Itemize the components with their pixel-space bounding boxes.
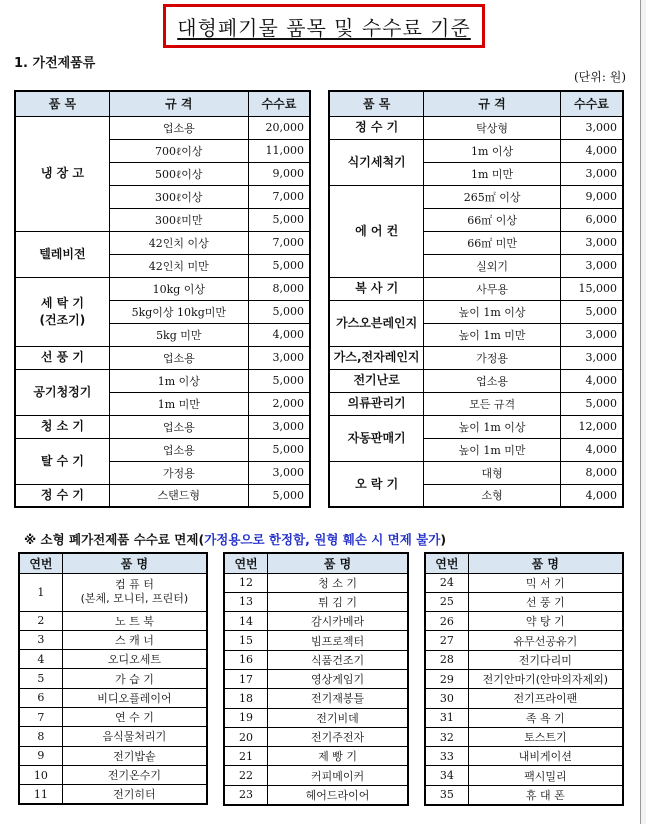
spec-cell: 높이 1m 이상 (424, 300, 561, 323)
spec-cell: 스탠드형 (109, 484, 248, 507)
header-no: 연번 (19, 553, 62, 573)
exempt-row (224, 766, 408, 785)
exempt-row (425, 708, 623, 727)
exempt-row (425, 631, 623, 650)
row-number: 6 (19, 688, 62, 707)
spec-cell: 가정용 (109, 461, 248, 484)
spec-cell: 소형 (424, 484, 561, 507)
exempt-row (224, 631, 408, 650)
exempt-row (19, 785, 207, 804)
fee-row (15, 116, 310, 139)
item-name: 복 사 기 (329, 277, 424, 300)
row-number: 26 (425, 612, 468, 631)
item-name: 전기밥솥 (62, 746, 207, 765)
item-name: 전기주전자 (268, 727, 408, 746)
row-number: 23 (224, 785, 268, 804)
fee-cell: 7,000 (248, 231, 310, 254)
header-item: 품 목 (15, 91, 109, 116)
header-spec: 규 격 (424, 91, 561, 116)
spec-cell: 실외기 (424, 254, 561, 277)
item-name: 영상게임기 (268, 669, 408, 688)
row-number: 12 (224, 573, 268, 592)
row-number: 25 (425, 592, 468, 611)
note-prefix: ※ 소형 폐가전제품 수수료 면제( (24, 532, 205, 547)
item-name: 족 욕 기 (468, 708, 623, 727)
fee-row (329, 346, 623, 369)
row-number: 4 (19, 650, 62, 669)
fee-table-right (328, 90, 624, 508)
item-name: 비디오플레이어 (62, 688, 207, 707)
fee-row (329, 139, 623, 162)
fee-row (329, 185, 623, 208)
header-fee: 수수료 (248, 91, 310, 116)
fee-cell: 5,000 (248, 208, 310, 231)
exempt-row (224, 727, 408, 746)
spec-cell: 업소용 (109, 438, 248, 461)
item-name: 전기안마기(안마의자제외) (468, 669, 623, 688)
spec-cell: 업소용 (109, 346, 248, 369)
fee-cell: 5,000 (560, 300, 623, 323)
item-name: 식기세척기 (329, 139, 424, 185)
item-name: 팩시밀리 (468, 766, 623, 785)
fee-cell: 3,000 (248, 461, 310, 484)
row-number: 30 (425, 689, 468, 708)
fee-cell: 5,000 (248, 254, 310, 277)
spec-cell: 업소용 (109, 415, 248, 438)
header-fee: 수수료 (560, 91, 623, 116)
fee-cell: 3,000 (248, 415, 310, 438)
item-name: 컴 퓨 터 (본체, 모니터, 프린터) (62, 573, 207, 611)
fee-cell: 4,000 (560, 438, 623, 461)
fee-cell: 3,000 (560, 254, 623, 277)
fee-cell: 9,000 (560, 185, 623, 208)
fee-cell: 4,000 (560, 369, 623, 392)
exempt-row (425, 689, 623, 708)
item-name: 오 락 기 (329, 461, 424, 507)
item-name: 가스오븐레인지 (329, 300, 424, 346)
spec-cell: 66㎡ 미만 (424, 231, 561, 254)
item-name: 전기다리미 (468, 650, 623, 669)
fee-cell: 4,000 (248, 323, 310, 346)
spec-cell: 10kg 이상 (109, 277, 248, 300)
fee-row (15, 484, 310, 507)
row-number: 2 (19, 611, 62, 630)
spec-cell: 1m 이상 (109, 369, 248, 392)
row-number: 14 (224, 612, 268, 631)
row-number: 1 (19, 573, 62, 611)
note-condition: 가정용으로 한정함, 원형 훼손 시 면제 불가 (204, 532, 441, 547)
exempt-row (224, 612, 408, 631)
spec-cell: 대형 (424, 461, 561, 484)
item-name: 공기청정기 (15, 369, 109, 415)
exempt-row (19, 630, 207, 649)
item-name: 정 수 기 (329, 116, 424, 139)
item-name: 믹 서 기 (468, 573, 623, 592)
fee-cell: 5,000 (248, 369, 310, 392)
fee-row (329, 461, 623, 484)
spec-cell: 사무용 (424, 277, 561, 300)
exempt-row (224, 708, 408, 727)
row-number: 24 (425, 573, 468, 592)
fee-cell: 4,000 (560, 484, 623, 507)
fee-row (15, 438, 310, 461)
exempt-row (19, 765, 207, 784)
exempt-table-1 (18, 552, 208, 805)
item-name: 탈 수 기 (15, 438, 109, 484)
exempt-row (224, 592, 408, 611)
item-name: 빔프로젝터 (268, 631, 408, 650)
fee-cell: 15,000 (560, 277, 623, 300)
fee-cell: 4,000 (560, 139, 623, 162)
fee-cell: 5,000 (248, 300, 310, 323)
item-name: 선 풍 기 (468, 592, 623, 611)
spec-cell: 5kg 미만 (109, 323, 248, 346)
fee-row (15, 231, 310, 254)
spec-cell: 높이 1m 미만 (424, 438, 561, 461)
spec-cell: 5kg이상 10kg미만 (109, 300, 248, 323)
fee-cell: 3,000 (560, 231, 623, 254)
fee-cell: 7,000 (248, 185, 310, 208)
exempt-row (19, 669, 207, 688)
item-name: 감시카메라 (268, 612, 408, 631)
item-name: 전기프라이팬 (468, 689, 623, 708)
spec-cell: 700ℓ이상 (109, 139, 248, 162)
fee-row (15, 277, 310, 300)
section-heading: 1. 가전제품류 (14, 56, 96, 71)
fee-row (329, 369, 623, 392)
fee-row (15, 346, 310, 369)
spec-cell: 42인치 이상 (109, 231, 248, 254)
exempt-row (425, 669, 623, 688)
item-name: 냉 장 고 (15, 116, 109, 231)
item-name: 청 소 기 (268, 573, 408, 592)
exempt-row (19, 707, 207, 726)
row-number: 3 (19, 630, 62, 649)
exempt-row (224, 689, 408, 708)
row-number: 28 (425, 650, 468, 669)
fee-cell: 9,000 (248, 162, 310, 185)
exempt-row (224, 785, 408, 804)
item-name: 전기재봉틀 (268, 689, 408, 708)
exempt-row (425, 747, 623, 766)
exempt-table-3 (424, 552, 624, 806)
spec-cell: 1m 이상 (424, 139, 561, 162)
spec-cell: 높이 1m 이상 (424, 415, 561, 438)
spec-cell: 업소용 (424, 369, 561, 392)
row-number: 9 (19, 746, 62, 765)
fee-row (15, 369, 310, 392)
spec-cell: 모든 규격 (424, 392, 561, 415)
exempt-row (224, 650, 408, 669)
row-number: 7 (19, 707, 62, 726)
exempt-row (425, 612, 623, 631)
row-number: 17 (224, 669, 268, 688)
row-number: 29 (425, 669, 468, 688)
fee-cell: 6,000 (560, 208, 623, 231)
fee-cell: 8,000 (560, 461, 623, 484)
item-name: 청 소 기 (15, 415, 109, 438)
exempt-table-2 (223, 552, 409, 806)
fee-cell: 5,000 (248, 484, 310, 507)
exempt-row (19, 611, 207, 630)
header-item: 품 목 (329, 91, 424, 116)
row-number: 16 (224, 650, 268, 669)
fee-table-left (14, 90, 311, 508)
item-name: 자동판매기 (329, 415, 424, 461)
exempt-row (425, 573, 623, 592)
item-name: 선 풍 기 (15, 346, 109, 369)
row-number: 10 (19, 765, 62, 784)
fee-row (329, 116, 623, 139)
fee-row (15, 415, 310, 438)
row-number: 34 (425, 766, 468, 785)
exempt-row (224, 573, 408, 592)
fee-cell: 20,000 (248, 116, 310, 139)
fee-row (329, 415, 623, 438)
item-name: 정 수 기 (15, 484, 109, 507)
row-number: 21 (224, 747, 268, 766)
item-name: 오디오세트 (62, 650, 207, 669)
header-spec: 규 격 (109, 91, 248, 116)
spec-cell: 500ℓ이상 (109, 162, 248, 185)
item-name: 스 캐 너 (62, 630, 207, 649)
item-name: 텔레비전 (15, 231, 109, 277)
fee-cell: 5,000 (248, 438, 310, 461)
item-name: 노 트 북 (62, 611, 207, 630)
spec-cell: 1m 미만 (424, 162, 561, 185)
row-number: 11 (19, 785, 62, 804)
spec-cell: 높이 1m 미만 (424, 323, 561, 346)
fee-cell: 3,000 (560, 346, 623, 369)
fee-row (329, 392, 623, 415)
item-name: 내비게이션 (468, 747, 623, 766)
fee-cell: 11,000 (248, 139, 310, 162)
exempt-row (425, 727, 623, 746)
item-name: 튀 김 기 (268, 592, 408, 611)
exemption-note (24, 530, 446, 548)
item-name: 에 어 컨 (329, 185, 424, 277)
spec-cell: 300ℓ미만 (109, 208, 248, 231)
fee-cell: 8,000 (248, 277, 310, 300)
item-name: 의류관리기 (329, 392, 424, 415)
spec-cell: 업소용 (109, 116, 248, 139)
fee-cell: 3,000 (560, 116, 623, 139)
row-number: 18 (224, 689, 268, 708)
item-name: 연 수 기 (62, 707, 207, 726)
note-suffix: ) (440, 532, 447, 547)
item-name: 헤어드라이어 (268, 785, 408, 804)
item-name: 약 탕 기 (468, 612, 623, 631)
unit-label: (단위: 원) (574, 70, 626, 84)
spec-cell: 탁상형 (424, 116, 561, 139)
fee-row (329, 300, 623, 323)
fee-cell: 3,000 (560, 323, 623, 346)
spec-cell: 66㎡ 이상 (424, 208, 561, 231)
fee-cell: 2,000 (248, 392, 310, 415)
spec-cell: 265㎡ 이상 (424, 185, 561, 208)
exempt-row (425, 785, 623, 804)
item-name: 전기온수기 (62, 765, 207, 784)
title-box (163, 4, 485, 48)
item-name: 휴 대 폰 (468, 785, 623, 804)
exempt-row (425, 766, 623, 785)
exempt-row (425, 592, 623, 611)
header-name: 품 명 (62, 553, 207, 573)
row-number: 27 (425, 631, 468, 650)
header-no: 연번 (425, 553, 468, 573)
item-name: 전기난로 (329, 369, 424, 392)
row-number: 20 (224, 727, 268, 746)
exempt-row (19, 727, 207, 746)
exempt-row (224, 747, 408, 766)
row-number: 15 (224, 631, 268, 650)
item-name: 유무선공유기 (468, 631, 623, 650)
row-number: 31 (425, 708, 468, 727)
header-name: 품 명 (468, 553, 623, 573)
row-number: 13 (224, 592, 268, 611)
page-title: 대형폐기물 품목 및 수수료 기준 (177, 15, 471, 40)
item-name: 제 빵 기 (268, 747, 408, 766)
spec-cell: 1m 미만 (109, 392, 248, 415)
item-name: 토스트기 (468, 727, 623, 746)
row-number: 8 (19, 727, 62, 746)
header-name: 품 명 (268, 553, 408, 573)
row-number: 19 (224, 708, 268, 727)
item-name: 전기히터 (62, 785, 207, 804)
item-name: 음식물처리기 (62, 727, 207, 746)
fee-cell: 3,000 (248, 346, 310, 369)
exempt-row (224, 669, 408, 688)
item-name: 가 습 기 (62, 669, 207, 688)
exempt-row (19, 746, 207, 765)
fee-cell: 3,000 (560, 162, 623, 185)
item-name: 전기비데 (268, 708, 408, 727)
row-number: 32 (425, 727, 468, 746)
exempt-row (19, 650, 207, 669)
row-number: 35 (425, 785, 468, 804)
spec-cell: 300ℓ이상 (109, 185, 248, 208)
header-no: 연번 (224, 553, 268, 573)
item-name: 가스,전자레인지 (329, 346, 424, 369)
exempt-row (19, 573, 207, 611)
fee-row (329, 277, 623, 300)
spec-cell: 42인치 미만 (109, 254, 248, 277)
spec-cell: 가정용 (424, 346, 561, 369)
item-name: 식품건조기 (268, 650, 408, 669)
exempt-row (19, 688, 207, 707)
row-number: 5 (19, 669, 62, 688)
item-name: 세 탁 기 (건조기) (15, 277, 109, 346)
row-number: 22 (224, 766, 268, 785)
row-number: 33 (425, 747, 468, 766)
fee-cell: 5,000 (560, 392, 623, 415)
fee-cell: 12,000 (560, 415, 623, 438)
item-name: 커피메이커 (268, 766, 408, 785)
exempt-row (425, 650, 623, 669)
